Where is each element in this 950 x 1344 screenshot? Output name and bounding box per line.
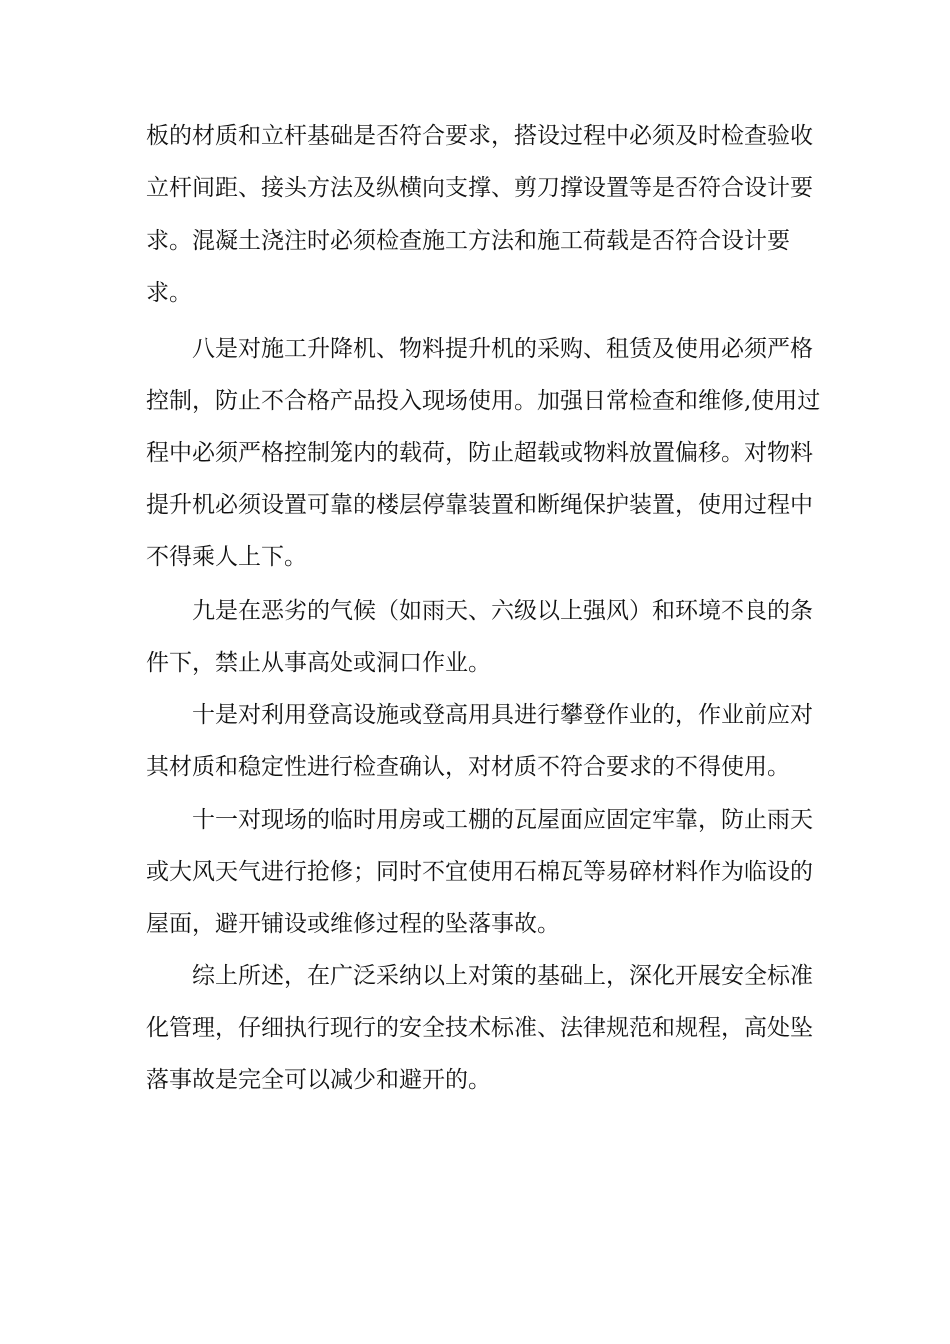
paragraph-2-line-2: 控制，防止不合格产品投入现场使用。加强日常检查和维修,使用过 [146, 388, 821, 414]
paragraph-6-line-1: 综上所述，在广泛采纳以上对策的基础上，深化开展安全标准 [192, 963, 813, 989]
paragraph-3-line-1: 九是在恶劣的气候（如雨天、六级以上强风）和环境不良的条 [192, 598, 813, 624]
paragraph-2-line-3: 程中必须严格控制笼内的载荷，防止超载或物料放置偏移。对物料 [146, 440, 813, 466]
paragraph-2-line-1: 八是对施工升降机、物料提升机的采购、租赁及使用必须严格 [192, 336, 813, 362]
paragraph-1-line-4: 求。 [146, 280, 192, 306]
paragraph-1-line-3: 求。混凝土浇注时必须检查施工方法和施工荷载是否符合设计要 [146, 228, 790, 254]
paragraph-5-line-2: 或大风天气进行抢修；同时不宜使用石棉瓦等易碎材料作为临设的 [146, 859, 813, 885]
paragraph-4-line-1: 十是对利用登高设施或登高用具进行攀登作业的，作业前应对 [192, 702, 813, 728]
paragraph-4-line-2: 其材质和稳定性进行检查确认，对材质不符合要求的不得使用。 [146, 754, 790, 780]
paragraph-2-line-5: 不得乘人上下。 [146, 544, 307, 570]
paragraph-6-line-3: 落事故是完全可以减少和避开的。 [146, 1067, 491, 1093]
paragraph-3-line-2: 件下，禁止从事高处或洞口作业。 [146, 650, 491, 676]
paragraph-2-line-4: 提升机必须设置可靠的楼层停靠装置和断绳保护装置，使用过程中 [146, 492, 813, 518]
paragraph-5-line-1: 十一对现场的临时用房或工棚的瓦屋面应固定牢靠，防止雨天 [192, 807, 813, 833]
paragraph-5-line-3: 屋面，避开铺设或维修过程的坠落事故。 [146, 911, 560, 937]
paragraph-1-line-1: 板的材质和立杆基础是否符合要求，搭设过程中必须及时检查验收 [146, 123, 813, 149]
paragraph-6-line-2: 化管理，仔细执行现行的安全技术标准、法律规范和规程，高处坠 [146, 1015, 813, 1041]
paragraph-1-line-2: 立杆间距、接头方法及纵横向支撑、剪刀撑设置等是否符合设计要 [146, 175, 813, 201]
